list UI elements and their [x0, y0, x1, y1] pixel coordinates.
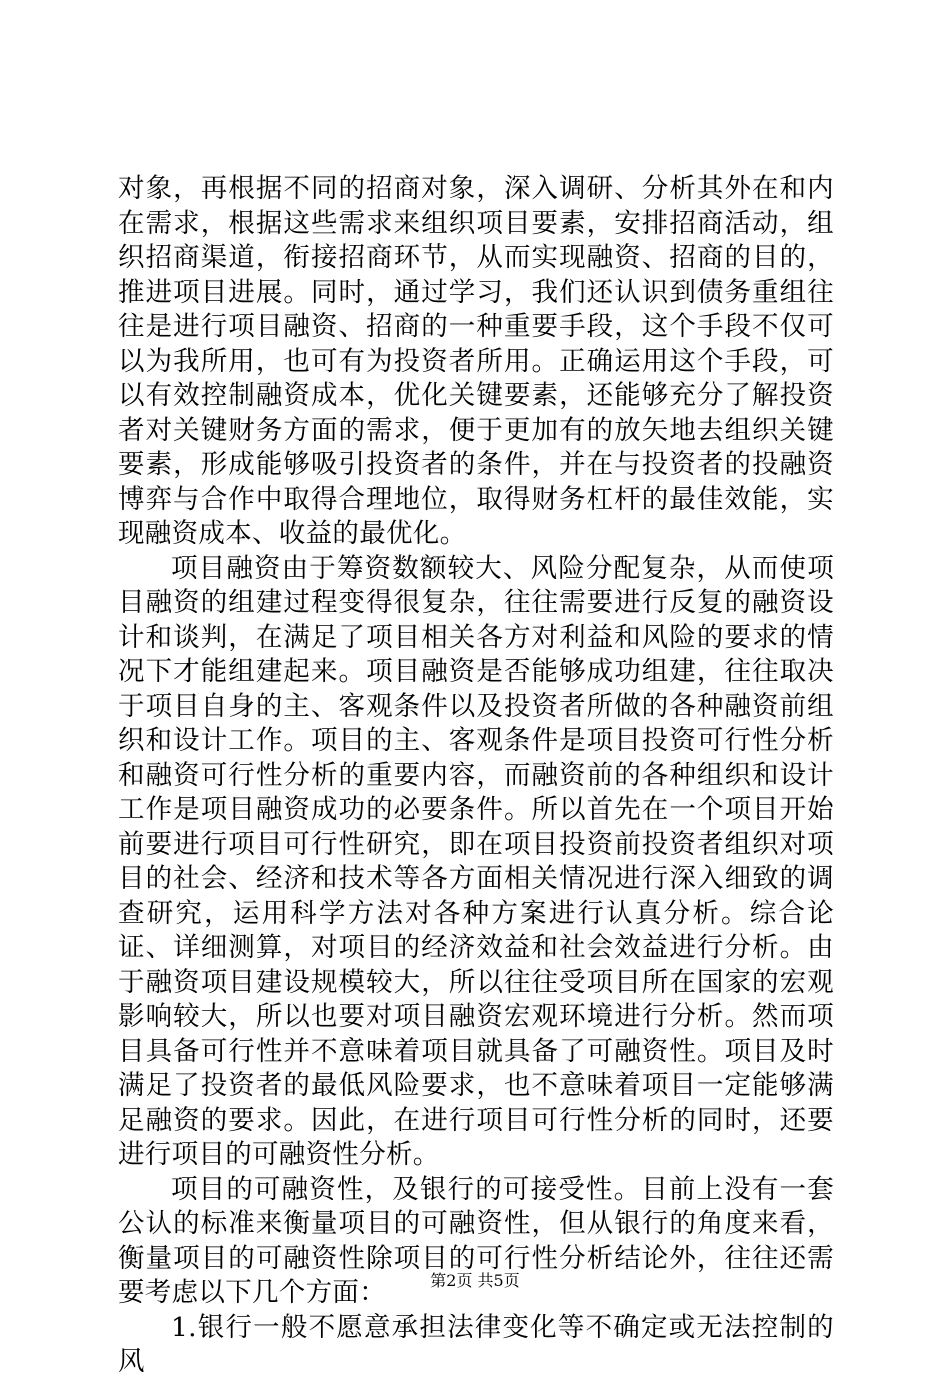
- list-item-1: 1.银行一般不愿意承担法律变化等不确定或无法控制的风: [118, 1311, 834, 1377]
- paragraph-continued: 对象，再根据不同的招商对象，深入调研、分析其外在和内在需求，根据这些需求来组织项目要素，安排招商活动，组织招商渠道，衔接招商环节，从而实现融资、招商的目的，推进项目进展。同时，通过学习，我们还认识到债务重组往往是进行项目融资、招商的一种重要手段，这个手段不仅可以为我所用，也可有为投资者所用。正确运用这个手段，可以有效控制融资成本，优化关键要素，还能够充分了解投资者对关键财务方面的需求，便于更加有的放矢地去组织关键要素，形成能够吸引投资者的条件，并在与投资者的投融资博弈与合作中取得合理地位，取得财务杠杆的最佳效能，实现融资成本、收益的最优化。: [118, 173, 834, 549]
- paragraph-project-financing: 项目融资由于筹资数额较大、风险分配复杂，从而使项目融资的组建过程变得很复杂，往往需要进行反复的融资设计和谈判，在满足了项目相关各方对利益和风险的要求的情况下才能组建起来。项目融资是否能够成功组建，往往取决于项目自身的主、客观条件以及投资者所做的各种融资前组织和设计工作。项目的主、客观条件是项目投资可行性分析和融资可行性分析的重要内容，而融资前的各种组织和设计工作是项目融资成功的必要条件。所以首先在一个项目开始前要进行项目可行性研究，即在项目投资前投资者组织对项目的社会、经济和技术等各方面相关情况进行深入细致的调查研究，运用科学方法对各种方案进行认真分析。综合论证、详细测算，对项目的经济效益和社会效益进行分析。由于融资项目建设规模较大，所以往往受项目所在国家的宏观影响较大，所以也要对项目融资宏观环境进行分析。然而项目具备可行性并不意味着项目就具备了可融资性。项目及时满足了投资者的最低风险要求，也不意味着项目一定能够满足融资的要求。因此，在进行项目可行性分析的同时，还要进行项目的可融资性分析。: [118, 552, 834, 1170]
- page-footer: 第2页 共5页: [430, 1271, 520, 1290]
- paragraph-financeability: 项目的可融资性，及银行的可接受性。目前上没有一套公认的标准来衡量项目的可融资性，但从银行的角度来看，衡量项目的可融资性除项目的可行性分析结论外，往往还需要考虑以下几个方面：: [118, 1173, 834, 1308]
- body-text: [118, 172, 834, 1380]
